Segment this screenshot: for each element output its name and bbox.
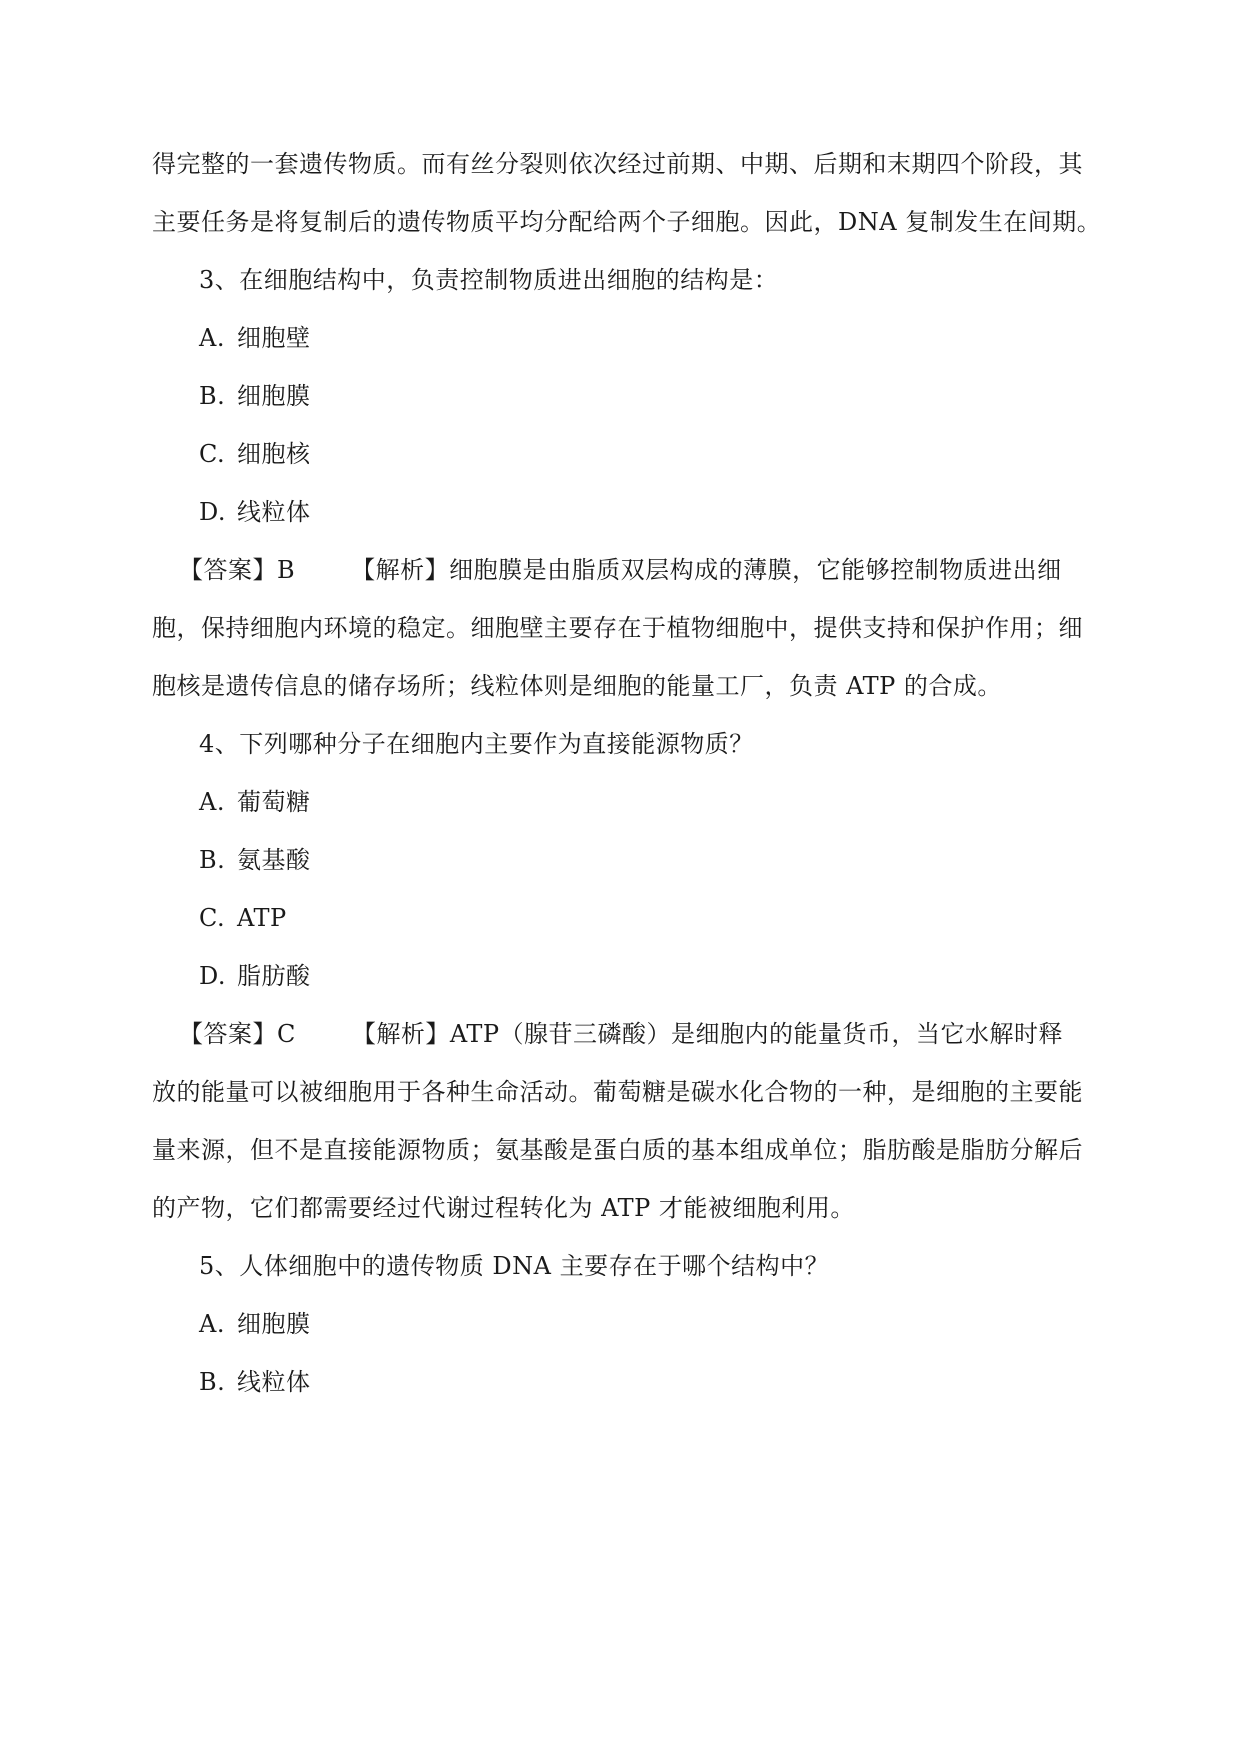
option-letter: C. (199, 440, 226, 468)
option-letter: C. (199, 904, 226, 932)
question-4-option-c (199, 901, 1139, 935)
paragraph-line: 的产物，它们都需要经过代谢过程转化为 ATP 才能被细胞利用。 (152, 1194, 855, 1222)
option-text: 细胞膜 (237, 382, 311, 410)
analysis-label: 【解析】 (351, 556, 450, 584)
question-3-answer-line (179, 553, 1119, 587)
analysis-text: 细胞膜是由脂质双层构成的薄膜，它能够控制物质进出细 (449, 556, 1062, 584)
answer-label: 【答案】B (179, 556, 296, 584)
question-3-option-a (199, 321, 1139, 355)
analysis-label: 【解析】 (351, 1020, 450, 1048)
question-5-stem: 5、人体细胞中的遗传物质 DNA 主要存在于哪个结构中？ (199, 1252, 830, 1280)
question-4-option-a (199, 785, 1139, 819)
paragraph-line: 得完整的一套遗传物质。而有丝分裂则依次经过前期、中期、后期和末期四个阶段，其 (152, 150, 1083, 178)
question-5-option-a (199, 1307, 1139, 1341)
option-text: 线粒体 (237, 1368, 311, 1396)
question-3-stem: 3、在细胞结构中，负责控制物质进出细胞的结构是： (199, 266, 779, 294)
paragraph-line: 量来源，但不是直接能源物质；氨基酸是蛋白质的基本组成单位；脂肪酸是脂肪分解后 (152, 1136, 1083, 1164)
option-letter: A. (199, 788, 225, 816)
question-4-stem: 4、下列哪种分子在细胞内主要作为直接能源物质？ (199, 730, 754, 758)
analysis-text: ATP（腺苷三磷酸）是细胞内的能量货币，当它水解时释 (449, 1020, 1064, 1048)
option-text: 氨基酸 (237, 846, 311, 874)
option-letter: B. (199, 1368, 226, 1396)
option-letter: D. (199, 962, 227, 990)
option-letter: D. (199, 498, 227, 526)
option-text: 葡萄糖 (237, 788, 311, 816)
paragraph-line: 胞，保持细胞内环境的稳定。细胞壁主要存在于植物细胞中，提供支持和保护作用；细 (152, 614, 1083, 642)
question-3-option-c (199, 437, 1139, 471)
paragraph-line: 放的能量可以被细胞用于各种生命活动。葡萄糖是碳水化合物的一种，是细胞的主要能 (152, 1078, 1083, 1106)
option-text: 脂肪酸 (237, 962, 311, 990)
option-text: 细胞膜 (237, 1310, 311, 1338)
option-text: 线粒体 (237, 498, 311, 526)
question-4-option-d (199, 959, 1139, 993)
option-text: 细胞壁 (237, 324, 311, 352)
option-letter: A. (199, 324, 225, 352)
option-letter: A. (199, 1310, 225, 1338)
option-text: 细胞核 (237, 440, 311, 468)
option-text: ATP (237, 904, 287, 932)
question-3-option-d (199, 495, 1139, 529)
paragraph-line: 主要任务是将复制后的遗传物质平均分配给两个子细胞。因此，DNA 复制发生在间期。 (152, 208, 1102, 236)
question-4-option-b (199, 843, 1139, 877)
paragraph-line: 胞核是遗传信息的储存场所；线粒体则是细胞的能量工厂，负责 ATP 的合成。 (152, 672, 1002, 700)
question-3-option-b (199, 379, 1139, 413)
question-5-option-b (199, 1365, 1139, 1399)
option-letter: B. (199, 846, 226, 874)
answer-label: 【答案】C (179, 1020, 296, 1048)
option-letter: B. (199, 382, 226, 410)
question-4-answer-line (179, 1017, 1119, 1051)
